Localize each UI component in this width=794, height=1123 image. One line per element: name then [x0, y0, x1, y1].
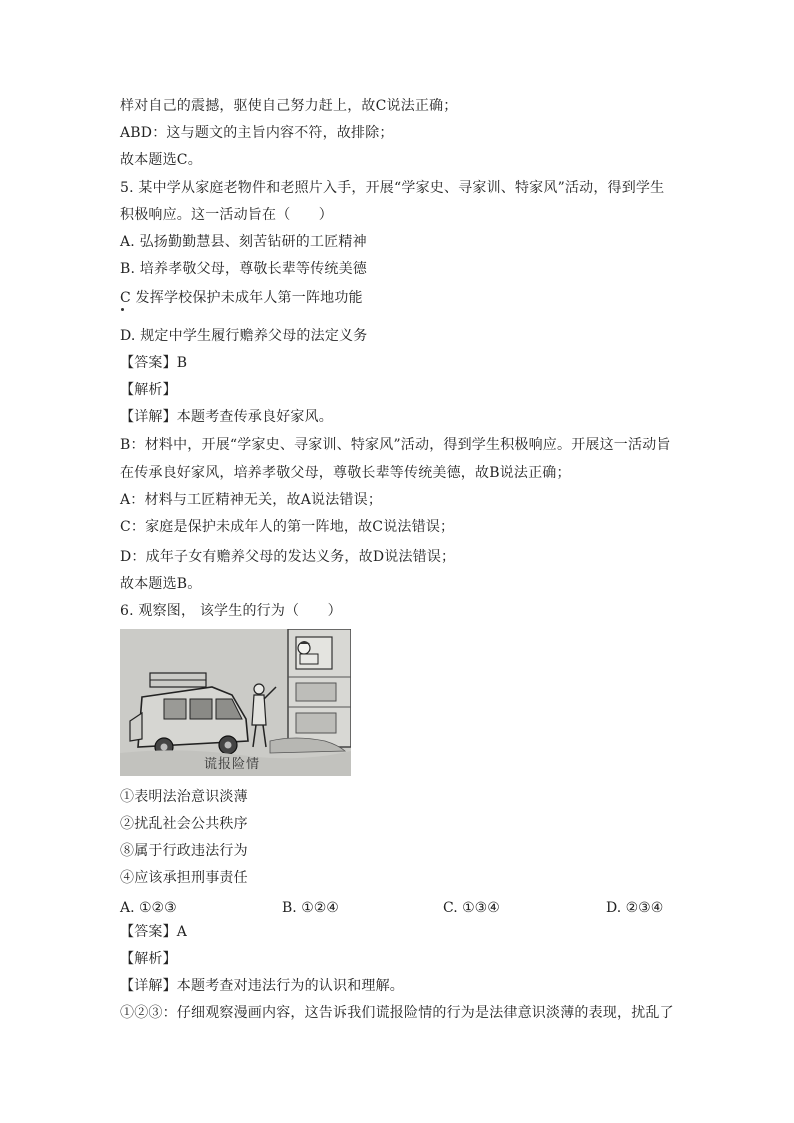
- option-b: B. ①②④: [282, 900, 339, 916]
- answer-label: 【答案】A: [120, 924, 188, 940]
- detail-line: 在传承良好家风，培养孝敬父母，尊敬长辈等传统美德，故B说法正确；: [120, 465, 571, 481]
- option-d: D. 规定中学生履行赡养父母的法定义务: [120, 328, 368, 344]
- question-6-stem: 6. 观察图， 该学生的行为（ ）: [120, 603, 342, 619]
- statement-1: ①表明法治意识淡薄: [120, 789, 248, 805]
- detail-line: 【详解】本题考查对违法行为的认识和理解。: [120, 978, 404, 994]
- detail-line: B：材料中，开展“学家史、寻家训、特家风”活动，得到学生积极响应。开展这一活动旨: [120, 437, 671, 453]
- detail-line: 【详解】本题考查传承良好家风。: [120, 409, 333, 425]
- option-d: D. ②③④: [606, 900, 664, 916]
- text-line: 样对自己的震撼，驱使自己努力赶上，故C说法正确；: [120, 98, 458, 114]
- text-line: ABD：这与题文的主旨内容不符，故排除；: [120, 125, 394, 141]
- analysis-label: 【解析】: [120, 382, 177, 398]
- option-b: B. 培养孝敬父母，尊敬长辈等传统美德: [120, 261, 367, 277]
- detail-line: ①②③：仔细观察漫画内容，这告诉我们谎报险情的行为是法律意识淡薄的表现，扰乱了: [120, 1005, 674, 1021]
- statement-3: ⑧属于行政违法行为: [120, 843, 248, 859]
- figure-caption: 谎报险情: [204, 757, 261, 772]
- statement-4: ④应该承担刑事责任: [120, 870, 248, 886]
- statement-2: ②扰乱社会公共秩序: [120, 816, 248, 832]
- detail-line: C：家庭是保护未成年人的第一阵地，故C说法错误；: [120, 519, 455, 535]
- option-a: A. 弘扬勤勤慧县、刻苦钻研的工匠精神: [120, 234, 367, 250]
- answer-label: 【答案】B: [120, 355, 188, 371]
- text-line: 故本题选C。: [120, 152, 202, 168]
- detail-line: A：材料与工匠精神无关，故A说法错误；: [120, 492, 383, 508]
- analysis-label: 【解析】: [120, 951, 177, 967]
- detail-line: D：成年子女有赡养父母的发达义务，故D说法错误；: [120, 549, 456, 565]
- options-row: [120, 898, 680, 918]
- stray-dot: [121, 308, 124, 311]
- question-5-stem-cont: 积极响应。这一活动旨在（ ）: [120, 207, 333, 223]
- conclusion-line: 故本题选B。: [120, 576, 202, 592]
- cartoon-image: [120, 629, 351, 776]
- option-c: C 发挥学校保护未成年人第一阵地功能: [120, 290, 363, 306]
- option-a: A. ①②③: [120, 900, 177, 916]
- option-c: C. ①③④: [443, 900, 500, 916]
- question-5-stem: 5. 某中学从家庭老物件和老照片入手，开展“学家史、寻家训、特家风”活动，得到学生: [120, 180, 665, 196]
